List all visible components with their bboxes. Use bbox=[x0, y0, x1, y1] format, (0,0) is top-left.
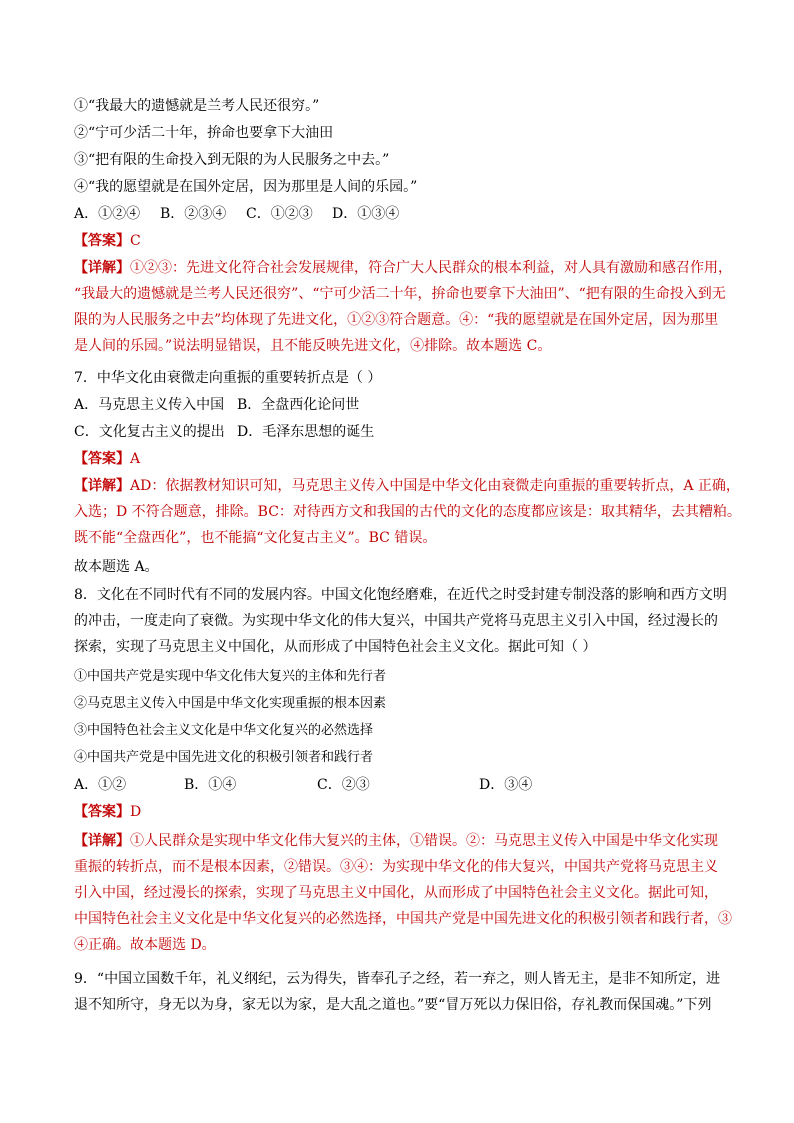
q8-stem bbox=[74, 582, 727, 660]
q8-answer bbox=[74, 802, 724, 822]
q8-options bbox=[74, 775, 724, 795]
q8-explain-line-5: ④正确。故本题选 D。 bbox=[74, 937, 216, 953]
answer-label: 【答案】 bbox=[74, 451, 130, 467]
explain-label: 【详解】 bbox=[74, 833, 130, 849]
answer-label: 【答案】 bbox=[74, 804, 130, 820]
q8-explanation bbox=[74, 828, 732, 958]
q7-options-row-1 bbox=[74, 395, 724, 415]
q7-explain-line-1: AD：依据教材知识可知，马克思主义传入中国是中华文化由衰微走向重振的重要转折点，A 正确， bbox=[130, 478, 740, 494]
q8-item-1: ①中国共产党是实现中华文化伟大复兴的主体和先行者 bbox=[74, 669, 387, 684]
q7-stem: 7．中华文化由衰微走向重振的重要转折点是（ ） bbox=[74, 370, 382, 386]
q7-option-c: C．文化复古主义的提出 bbox=[74, 424, 225, 440]
q6-explain-line-4: 是人间的乐园。”说法明显错误，且不能反映先进文化，④排除。故本题选 C。 bbox=[74, 338, 552, 354]
q7-explain-line-3: 既不能“全盘西化”，也不能搞“文化复古主义”。BC 错误。 bbox=[74, 530, 437, 546]
q9-stem-line-1: 9．“中国立国数千年，礼义纲纪，云为得失，皆奉孔子之经，若一弃之，则人皆无主，是非不知所定，进 bbox=[74, 971, 721, 987]
q6-explain-line-2: “我最大的遗憾就是兰考人民还很穷”、“宁可少活二十年，拚命也要拿下大油田”、“把有限的生命投入到无 bbox=[74, 286, 726, 302]
q6-explanation bbox=[74, 255, 732, 359]
answer-value: D bbox=[130, 804, 142, 820]
q6-item-1: ①“我最大的遗憾就是兰考人民还很穷。” bbox=[74, 98, 320, 114]
q6-item-4: ④“我的愿望就是在国外定居，因为那里是人间的乐园。” bbox=[74, 179, 418, 195]
q7-answer bbox=[74, 449, 724, 469]
q8-item-4: ④中国共产党是中国先进文化的积极引领者和践行者 bbox=[74, 750, 374, 765]
q6-option-c: C．①②③ bbox=[246, 206, 313, 222]
q8-explain-line-3: 引入中国，经过漫长的探索，实现了马克思主义中国化，从而形成了中国特色社会主义文化。据此可知， bbox=[74, 885, 718, 901]
q9-stem-line-2: 退不知所守，身无以为身，家无以为家，是大乱之道也。”要“冒万死以力保旧俗，存礼教而保国魂。”下列 bbox=[74, 997, 712, 1013]
q6-option-b: B．②③④ bbox=[160, 206, 227, 222]
q7-explain-line-2: 入选；D 不符合题意，排除。BC：对待西方文和我国的古代的文化的态度都应该是：取其精华，去其糟粕。 bbox=[74, 504, 741, 520]
q7-option-a: A．马克思主义传入中国 bbox=[74, 397, 225, 413]
q6-explain-line-1: ①②③：先进文化符合社会发展规律，符合广大人民群众的根本利益，对人具有激励和感召作用， bbox=[130, 260, 732, 276]
q8-option-c: C．②③ bbox=[317, 777, 370, 793]
q7-option-d: D．毛泽东思想的诞生 bbox=[237, 424, 375, 440]
q8-option-d: D．③④ bbox=[479, 777, 533, 793]
answer-value: A bbox=[130, 451, 141, 467]
q6-explain-line-3: 限的为人民服务之中去”均体现了先进文化，①②③符合题意。④：“我的愿望就是在国外定居，因为那里 bbox=[74, 312, 719, 328]
answer-label: 【答案】 bbox=[74, 233, 130, 249]
q7-options-row-2 bbox=[74, 422, 724, 442]
explain-label: 【详解】 bbox=[74, 478, 130, 494]
q8-explain-line-2: 重振的转折点，而不是根本因素，②错误。③④：为实现中华文化的伟大复兴，中国共产党将马克思主义 bbox=[74, 859, 718, 875]
q6-item-3: ③“把有限的生命投入到无限的为人民服务之中去。” bbox=[74, 152, 390, 168]
q6-item-2: ②“宁可少活二十年，拚命也要拿下大油田 bbox=[74, 125, 334, 141]
q7-option-b: B．全盘西化论问世 bbox=[237, 397, 360, 413]
q8-item-3: ③中国特色社会主义文化是中华文化复兴的必然选择 bbox=[74, 723, 374, 738]
q6-options bbox=[74, 204, 724, 224]
q6-answer bbox=[74, 231, 724, 251]
q8-explain-line-4: 中国特色社会主义文化是中华文化复兴的必然选择，中国共产党是中国先进文化的积极引领者和践行者，③ bbox=[74, 911, 732, 927]
q8-stem-line-2: 的冲击，一度走向了衰微。为实现中华文化的伟大复兴，中国共产党将马克思主义引入中国，经过漫长的 bbox=[74, 613, 718, 629]
q8-option-a: A．①② bbox=[74, 777, 127, 793]
q6-option-a: A．①②④ bbox=[74, 206, 141, 222]
q8-stem-line-3: 探索，实现了马克思主义中国化，从而形成了中国特色社会主义文化。据此可知（ ） bbox=[74, 639, 597, 655]
q8-stem-line-1: 8．文化在不同时代有不同的发展内容。中国文化饱经磨难，在近代之时受封建专制没落的影响和西方文明 bbox=[74, 587, 727, 603]
explain-label: 【详解】 bbox=[74, 260, 130, 276]
q9-stem bbox=[74, 966, 724, 1018]
q7-conclusion: 故本题选 A。 bbox=[74, 559, 159, 575]
q8-explain-line-1: ①人民群众是实现中华文化伟大复兴的主体，①错误。②：马克思主义传入中国是中华文化实现 bbox=[130, 833, 718, 849]
q8-option-b: B．①④ bbox=[184, 777, 237, 793]
answer-value: C bbox=[130, 233, 141, 249]
q8-item-2: ②马克思主义传入中国是中华文化实现重振的根本因素 bbox=[74, 696, 387, 711]
q6-option-d: D．①③④ bbox=[332, 206, 400, 222]
q7-explanation bbox=[74, 473, 741, 551]
